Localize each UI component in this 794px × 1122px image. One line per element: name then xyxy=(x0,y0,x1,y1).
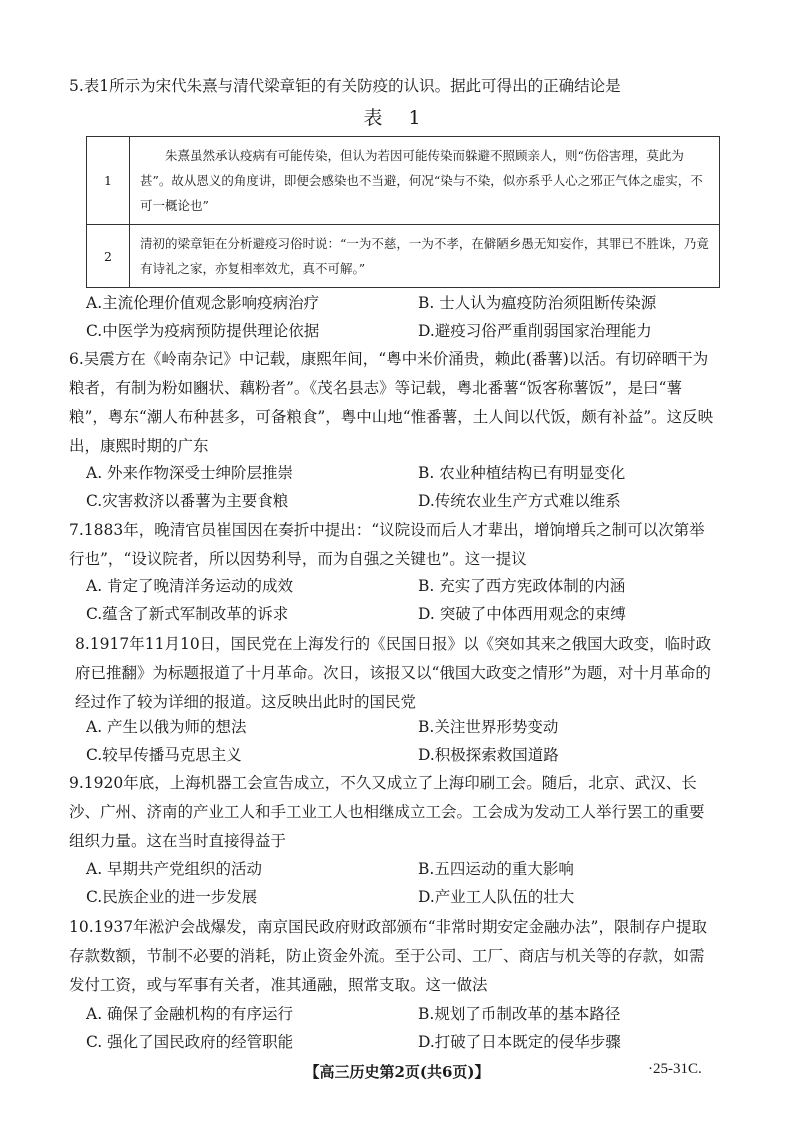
q8-option-d: D.积极探索救国道路 xyxy=(418,746,559,764)
q5-option-a: A.主流伦理价值观念影响疫病治疗 xyxy=(86,294,320,312)
q10-option-a: A. 确保了金融机构的有序运行 xyxy=(86,1005,294,1023)
q8-option-a: A. 产生以俄为师的想法 xyxy=(86,718,247,736)
q8-option-b: B.关注世界形势变动 xyxy=(418,718,559,736)
q6-option-a: A. 外来作物深受士绅阶层推崇 xyxy=(86,464,294,482)
question-9-stem: 9.1920年底，上海机器工会宣告成立，不久又成立了上海印刷工会。随后，北京、武汉、长沙、广州、济南的产业工人和手工业工人也相继成立工会。工会成为发动工人举行罢工的重要组织力量。这在当时直接得益于 xyxy=(69,774,705,850)
q8-option-c: C.较早传播马克思主义 xyxy=(86,746,242,764)
page-footer-label: 【高三历史第2页(共6页)】 xyxy=(304,1063,490,1081)
q6-option-d: D.传统农业生产方式难以维系 xyxy=(418,492,621,510)
q5-option-d: D.避疫习俗严重削弱国家治理能力 xyxy=(418,322,652,340)
q7-option-d: D. 突破了中体西用观念的束缚 xyxy=(418,605,626,623)
q7-option-a: A. 肯定了晚清洋务运动的成效 xyxy=(86,577,294,595)
q9-option-c: C.民族企业的进一步发展 xyxy=(86,888,258,906)
q5-option-b: B. 士人认为瘟疫防治须阻断传染源 xyxy=(418,294,657,312)
exam-code: ·25-31C. xyxy=(648,1061,702,1077)
q6-option-c: C.灾害救济以番薯为主要食粮 xyxy=(86,492,289,510)
q9-option-b: B.五四运动的重大影响 xyxy=(418,860,574,878)
table-1 xyxy=(86,136,720,288)
table-row-number: 1 xyxy=(87,137,130,225)
question-10-stem: 10.1937年淞沪会战爆发，南京国民政府财政部颁布“非常时期安定金融办法”，限制存户提取存款数额，节制不必要的消耗，防止资金外流。至于公司、工厂、商店与机关等的存款，如需发付工资，或与军事有关者，准其通融，照常支取。这一做法 xyxy=(69,918,707,994)
q10-option-d: D.打破了日本既定的侵华步骤 xyxy=(418,1033,621,1051)
q10-option-b: B.规划了币制改革的基本路径 xyxy=(418,1005,621,1023)
table-row xyxy=(87,137,720,225)
question-6-stem: 6.吴震方在《岭南杂记》中记载，康熙年间，“粤中米价涌贵，赖此(番薯)以活。有切碎晒干为粮者，有制为粉如豳状、藕粉者”。《茂名县志》等记载，粤北番薯“饭客称薯饭”，是曰“薯粮”，粤东“潮人布种甚多，可备粮食”，粤中山地“惟番薯，土人间以代饭，颇有补益”。这反映出，康熙时期的广东 xyxy=(69,350,714,455)
table-row-text: 朱熹虽然承认疫病有可能传染，但认为若因可能传染而躲避不照顾亲人，则“伤俗害理，莫此为甚”。故从恩义的角度讲，即便会感染也不当避，何况“染与不染，似亦系乎人心之邪正气体之虚实，不可一概论也” xyxy=(130,137,720,225)
q10-option-c: C. 强化了国民政府的经管职能 xyxy=(86,1033,294,1051)
table-row xyxy=(87,225,720,288)
question-5-stem: 5.表1所示为宋代朱熹与清代梁章钜的有关防疫的认识。据此可得出的正确结论是 xyxy=(69,77,621,95)
q9-option-d: D.产业工人队伍的壮大 xyxy=(418,888,575,906)
question-8-stem: 8.1917年11月10日，国民党在上海发行的《民国日报》以《突如其来之俄国大政变，临时政府已推翻》为标题报道了十月革命。次日，该报又以“俄国大政变之情形”为题，对十月革命的经过作了较为详细的报道。这反映出此时的国民党 xyxy=(75,635,712,711)
table-row-text: 清初的梁章钜在分析避疫习俗时说：“一为不慈，一为不孝，在僻陋乡愚无知妄作，其罪已不胜诛，乃竟有诗礼之家，亦复相率效尤，真不可解。” xyxy=(130,225,720,288)
question-7-stem: 7.1883年，晚清官员崔国因在奏折中提出：“议院设而后人才辈出，增饷增兵之制可以次第举行也”，“设议院者，所以因势利导，而为自强之关键也”。这一提议 xyxy=(69,521,705,568)
q7-option-c: C.蕴含了新式军制改革的诉求 xyxy=(86,605,289,623)
q5-option-c: C.中医学为疫病预防提供理论依据 xyxy=(86,322,320,340)
table-1-title: 表 1 xyxy=(363,107,431,129)
table-row-number: 2 xyxy=(87,225,130,288)
q9-option-a: A. 早期共产党组织的活动 xyxy=(86,860,263,878)
q7-option-b: B. 充实了西方宪政体制的内涵 xyxy=(418,577,626,595)
q6-option-b: B. 农业种植结构已有明显变化 xyxy=(418,464,626,482)
